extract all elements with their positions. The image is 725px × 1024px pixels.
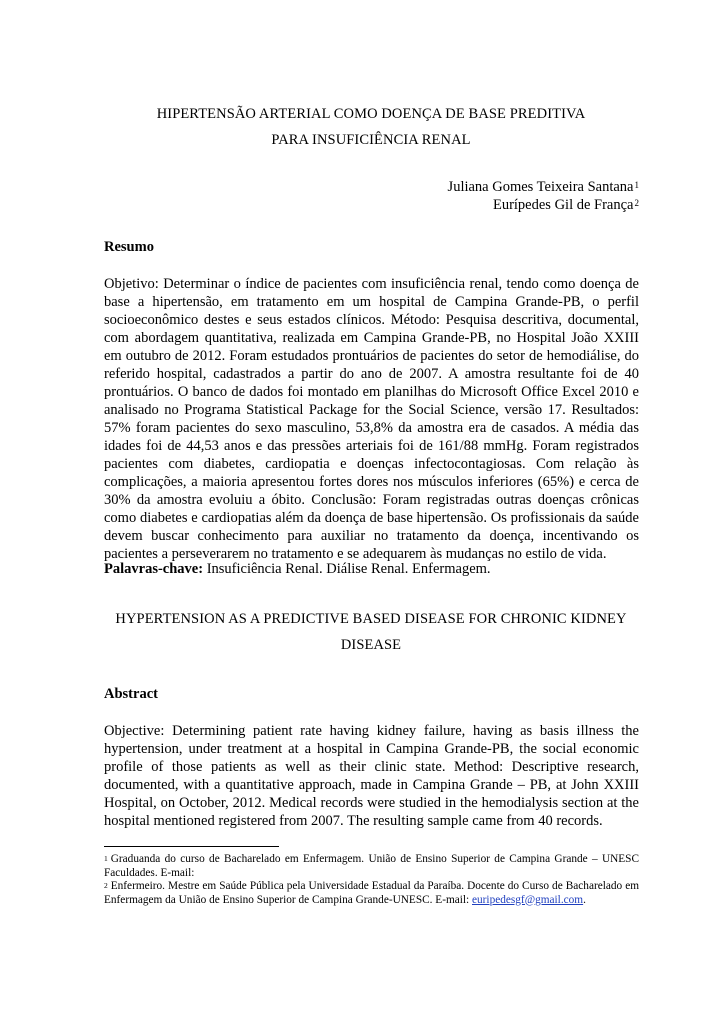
abstract-heading: Abstract — [104, 686, 158, 702]
footnote-2-email-link[interactable]: euripedesgf@gmail.com — [472, 893, 584, 906]
footnote-2-text: Enfermeiro. Mestre em Saúde Pública pela Universidade Estadual da Paraíba. Docente do Curso de Bacharelado em Enfermagem da União de Ensino Superior de Campina Grande-UNESC. E-mail: — [104, 880, 639, 906]
footnote-2-period: . — [583, 893, 586, 906]
english-title-line-2: DISEASE — [340, 637, 402, 653]
footnote-2 — [104, 880, 639, 907]
footnote-2-mark: 2 — [104, 881, 108, 890]
footnote-1-mark: 1 — [104, 854, 108, 863]
footnote-1 — [104, 853, 639, 880]
author-2-name: Eurípedes Gil de França — [492, 197, 634, 213]
author-1-name: Juliana Gomes Teixeira Santana — [447, 179, 634, 195]
author-2-footnote-mark: 2 — [634, 198, 639, 208]
portuguese-title — [104, 101, 638, 153]
english-title — [104, 606, 638, 658]
authors-block — [448, 178, 639, 214]
english-title-line-1: HYPERTENSION AS A PREDICTIVE BASED DISEASE FOR CHRONIC KIDNEY — [115, 611, 627, 627]
portuguese-title-line-1: HIPERTENSÃO ARTERIAL COMO DOENÇA DE BASE PREDITIVA — [156, 106, 586, 122]
footnote-1-text: Graduanda do curso de Bacharelado em Enfermagem. União de Ensino Superior de Campina Grande – UNESC Faculdades. E-mail: — [104, 853, 639, 879]
abstract-text: Objective: Determining patient rate having kidney failure, having as basis illness the hypertension, under treatment at a hospital in Campina Grande-PB, the social economic profile of those patients as well as their clinic state. Method: Descriptive research, documented, with a quantitative approach, made in Campina Grande – PB, at John XXIII Hospital, on October, 2012. Medical records were studied in the hemodialysis section at the hospital mentioned registered from 2007. The resulting sample came from 40 records. — [104, 723, 639, 829]
author-1 — [448, 178, 639, 196]
portuguese-title-line-2: PARA INSUFICIÊNCIA RENAL — [271, 132, 471, 148]
author-1-footnote-mark: 1 — [634, 180, 639, 190]
keywords-label: Palavras-chave: — [104, 561, 204, 577]
author-2 — [448, 196, 639, 214]
resumo-heading: Resumo — [104, 239, 154, 255]
footnote-divider — [104, 846, 279, 847]
resumo-text: Objetivo: Determinar o índice de pacientes com insuficiência renal, tendo como doença de base a hipertensão, em tratamento em um hospital de Campina Grande-PB, o perfil socioeconômico destes e seus estados clínicos. Método: Pesquisa descritiva, documental, com abordagem quantitativa, realizada em Campina Grande-PB, no Hospital João XXIII em outubro de 2012. Foram estudados prontuários de pacientes do setor de hemodiálise, do referido hospital, cadastrados a partir do ano de 2007. A amostra resultante foi de 40 prontuários. O banco de dados foi montado em planilhas do Microsoft Office Excel 2010 e analisado no Programa Statistical Package for the Social Science, versão 17. Resultados: 57% foram pacientes do sexo masculino, 53,8% da amostra era de casados. A média das idades foi de 44,53 anos e das pressões arteriais foi de 161/88 mmHg. Foram registrados pacientes com diabetes, cardiopatia e doenças infectocontagiosas. Com relação às complicações, a maioria apresentou fortes dores nos músculos inferiores (65%) e cerca de 30% da amostra evoluiu a óbito. Conclusão: Foram registradas outras doenças crônicas como diabetes e cardiopatias além da doença de base hipertensão. Os profissionais da saúde devem buscar conhecimento para auxiliar no tratamento da doença, incentivando os pacientes a perseverarem no tratamento e se adequarem às mudanças no estilo de vida. — [104, 276, 639, 562]
keywords-line — [104, 560, 639, 578]
keywords-text: Insuficiência Renal. Diálise Renal. Enfermagem. — [206, 561, 491, 577]
